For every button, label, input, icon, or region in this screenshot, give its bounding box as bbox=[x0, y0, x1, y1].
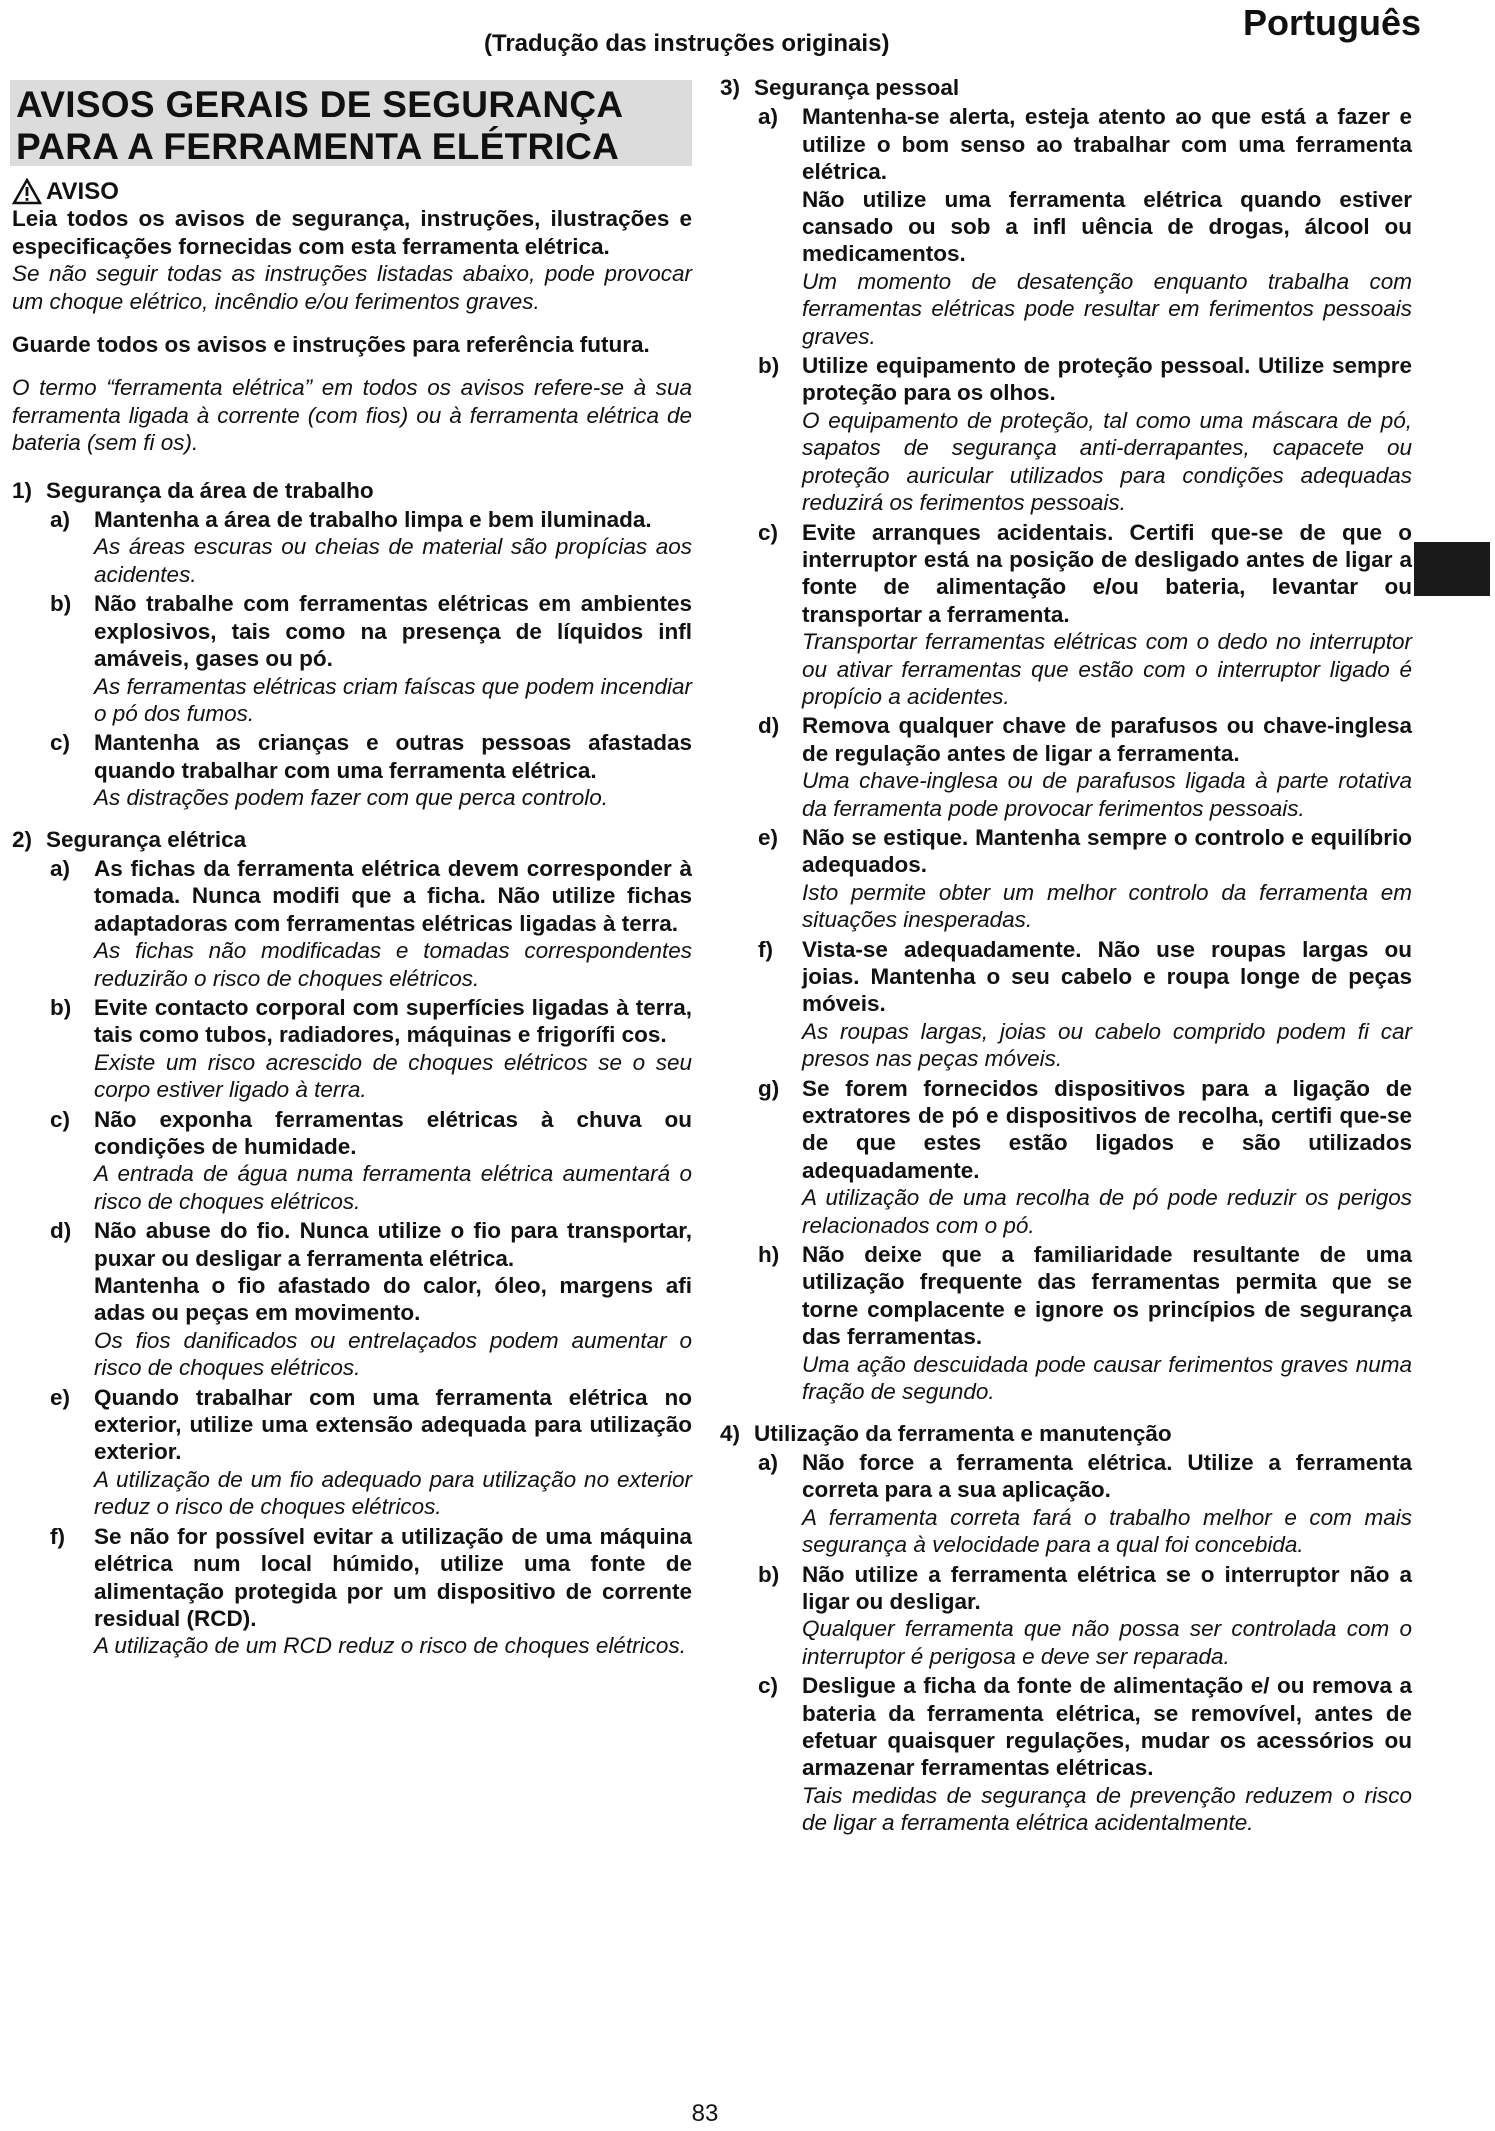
section-title: Segurança elétrica bbox=[46, 826, 247, 852]
item-label: a) bbox=[50, 855, 71, 881]
item-text: Vista-se adequadamente. Não use roupas largas ou joias. Mantenha o seu cabelo e roupa longe de peças móveis. bbox=[802, 936, 1412, 1017]
item-text: Remova qualquer chave de parafusos ou chave-inglesa de regulação antes de ligar a ferramenta. bbox=[802, 713, 1412, 766]
item-text: Não exponha ferramentas elétricas à chuva ou condições de humidade. bbox=[94, 1106, 692, 1159]
item-text-extra: Não utilize uma ferramenta elétrica quando estiver cansado ou sob a infl uência de drogas, álcool ou medicamentos. bbox=[802, 186, 1412, 267]
item-text: Evite contacto corporal com superfícies ligadas à terra, tais como tubos, radiadores, máquinas e frigorífi cos. bbox=[94, 994, 692, 1048]
list-item bbox=[12, 1523, 692, 1633]
item-note: A entrada de água numa ferramenta elétrica aumentará o risco de choques elétricos. bbox=[94, 1161, 692, 1214]
item-note: As roupas largas, joias ou cabelo comprido podem fi car presos nas peças móveis. bbox=[802, 1018, 1412, 1072]
main-title-line-2: PARA A FERRAMENTA ELÉTRICA bbox=[16, 126, 620, 167]
list-item bbox=[12, 1384, 692, 1466]
main-title-line-1: AVISOS GERAIS DE SEGURANÇA bbox=[16, 84, 624, 125]
item-note: A utilização de um fio adequado para utilização no exterior reduz o risco de choques elétricos. bbox=[94, 1466, 692, 1520]
left-column bbox=[12, 178, 692, 1660]
section-number: 4) bbox=[720, 1420, 741, 1446]
item-note: As distrações podem fazer com que perca controlo. bbox=[94, 785, 609, 811]
section-number: 2) bbox=[12, 826, 33, 852]
item-label: c) bbox=[758, 1673, 779, 1699]
item-text: Se forem fornecidos dispositivos para a ligação de extratores de pó e dispositivos de recolha, certifi que-se de que estes estão ligados e são utilizados adequadamente. bbox=[802, 1075, 1412, 1183]
main-title bbox=[10, 80, 692, 166]
item-note: Os fios danificados ou entrelaçados podem aumentar o risco de choques elétricos. bbox=[94, 1327, 692, 1381]
section-heading bbox=[12, 826, 692, 853]
item-note: A ferramenta correta fará o trabalho melhor e com mais segurança à velocidade para a qual foi concebida. bbox=[802, 1504, 1412, 1558]
warning-keep: Guarde todos os avisos e instruções para referência futura. bbox=[12, 332, 650, 358]
list-item bbox=[720, 1075, 1412, 1185]
section-title: Utilização da ferramenta e manutenção bbox=[754, 1420, 1172, 1446]
list-item bbox=[12, 506, 692, 533]
item-label: f) bbox=[50, 1523, 65, 1549]
item-text: Não se estique. Mantenha sempre o controlo e equilíbrio adequados. bbox=[802, 824, 1412, 878]
list-item bbox=[720, 936, 1412, 1018]
section-number: 1) bbox=[12, 477, 33, 503]
item-text: Utilize equipamento de proteção pessoal. Utilize sempre proteção para os olhos. bbox=[802, 353, 1412, 406]
language-label: Português bbox=[1242, 2, 1421, 43]
warning-read-all: Leia todos os avisos de segurança, instruções, ilustrações e especificações fornecidas com esta ferramenta elétrica. bbox=[12, 206, 692, 259]
list-item bbox=[720, 824, 1412, 879]
item-note: As fichas não modificadas e tomadas correspondentes reduzirão o risco de choques elétricos. bbox=[94, 938, 692, 991]
list-item bbox=[720, 1241, 1412, 1351]
item-label: c) bbox=[50, 1106, 71, 1132]
list-item bbox=[12, 994, 692, 1049]
list-item bbox=[12, 729, 692, 784]
item-note: Existe um risco acrescido de choques elétricos se o seu corpo estiver ligado à terra. bbox=[94, 1049, 692, 1103]
warning-consequence: Se não seguir todas as instruções listadas abaixo, pode provocar um choque elétrico, incêndio e/ou ferimentos graves. bbox=[12, 261, 692, 314]
item-label: a) bbox=[758, 104, 779, 130]
item-text: Não force a ferramenta elétrica. Utilize a ferramenta correta para a sua aplicação. bbox=[802, 1449, 1412, 1503]
item-note: Um momento de desatenção enquanto trabalha com ferramentas elétricas pode resultar em ferimentos pessoais graves. bbox=[802, 268, 1412, 349]
list-item bbox=[720, 1672, 1412, 1782]
section-heading bbox=[720, 74, 1412, 101]
item-label: d) bbox=[50, 1218, 72, 1244]
section-number: 3) bbox=[720, 75, 741, 100]
item-text: Mantenha as crianças e outras pessoas afastadas quando trabalhar com uma ferramenta elétrica. bbox=[94, 730, 692, 783]
warning-label: AVISO bbox=[46, 178, 119, 205]
item-text: Não utilize a ferramenta elétrica se o interruptor não a ligar ou desligar. bbox=[802, 1561, 1412, 1614]
list-item bbox=[720, 1449, 1412, 1504]
item-text: Evite arranques acidentais. Certifi que-se de que o interruptor está na posição de desligado antes de ligar a fonte de alimentação e/ou bateria, levantar ou transportar a ferramenta. bbox=[802, 519, 1412, 627]
item-label: a) bbox=[758, 1449, 779, 1475]
item-label: h) bbox=[758, 1242, 780, 1268]
page-number: 83 bbox=[691, 2100, 719, 2127]
item-label: g) bbox=[758, 1075, 780, 1101]
translation-note: (Tradução das instruções originais) bbox=[484, 30, 890, 57]
warning-heading bbox=[12, 178, 692, 205]
item-label: e) bbox=[50, 1384, 71, 1410]
section-heading bbox=[720, 1420, 1412, 1447]
list-item bbox=[720, 712, 1412, 767]
item-label: b) bbox=[50, 591, 72, 617]
list-item bbox=[12, 1217, 692, 1327]
list-item bbox=[720, 352, 1412, 407]
item-text: Não trabalhe com ferramentas elétricas em ambientes explosivos, tais como na presença de líquidos infl amáveis, gases ou pó. bbox=[94, 591, 692, 672]
right-column bbox=[720, 70, 1412, 1837]
item-note: Uma chave-inglesa ou de parafusos ligada à parte rotativa da ferramenta pode provocar ferimentos pessoais. bbox=[802, 768, 1412, 821]
item-label: f) bbox=[758, 936, 773, 962]
item-label: c) bbox=[758, 519, 779, 545]
item-label: e) bbox=[758, 824, 779, 850]
item-note: Tais medidas de segurança de prevenção reduzem o risco de ligar a ferramenta elétrica acidentalmente. bbox=[802, 1782, 1412, 1836]
item-text: Quando trabalhar com uma ferramenta elétrica no exterior, utilize uma extensão adequada para utilização exterior. bbox=[94, 1384, 692, 1465]
item-text: Não abuse do fio. Nunca utilize o fio para transportar, puxar ou desligar a ferramenta elétrica. bbox=[94, 1218, 692, 1271]
item-note: As áreas escuras ou cheias de material são propícias aos acidentes. bbox=[94, 534, 692, 587]
item-label: b) bbox=[758, 353, 780, 379]
item-label: b) bbox=[758, 1561, 780, 1587]
item-note: A utilização de uma recolha de pó pode reduzir os perigos relacionados com o pó. bbox=[802, 1185, 1412, 1238]
section-title: Segurança da área de trabalho bbox=[46, 477, 374, 503]
item-note: Transportar ferramentas elétricas com o dedo no interruptor ou ativar ferramentas que estão com o interruptor ligado é propício a acidentes. bbox=[802, 629, 1412, 709]
list-item bbox=[720, 103, 1412, 267]
item-label: d) bbox=[758, 713, 780, 739]
list-item bbox=[12, 1106, 692, 1161]
item-text: As fichas da ferramenta elétrica devem corresponder à tomada. Nunca modifi que a ficha. Não utilize fichas adaptadoras com ferramentas elétricas ligadas à terra. bbox=[94, 855, 692, 936]
item-note: Isto permite obter um melhor controlo da ferramenta em situações inesperadas. bbox=[802, 879, 1412, 933]
item-text: Se não for possível evitar a utilização de uma máquina elétrica num local húmido, utilize uma fonte de alimentação protegida por um dispositivo de corrente residual (RCD). bbox=[94, 1523, 692, 1631]
item-label: a) bbox=[50, 507, 71, 533]
item-note: A utilização de um RCD reduz o risco de choques elétricos. bbox=[94, 1633, 686, 1659]
list-item bbox=[720, 519, 1412, 629]
list-item bbox=[12, 590, 692, 672]
item-text: Desligue a ficha da fonte de alimentação e/ ou remova a bateria da ferramenta elétrica, se removível, antes de efetuar quaisquer regulações, mudar os acessórios ou armazenar ferramentas elétricas. bbox=[802, 1673, 1412, 1781]
list-item bbox=[720, 1561, 1412, 1616]
item-note: O equipamento de proteção, tal como uma máscara de pó, sapatos de segurança anti-derrapantes, capacete ou proteção auricular utilizados para condições adequadas reduzirá os ferimentos pessoais. bbox=[802, 407, 1412, 516]
warning-triangle-icon bbox=[12, 178, 42, 205]
section-heading bbox=[12, 477, 692, 504]
item-text-extra: Mantenha o fio afastado do calor, óleo, margens afi adas ou peças em movimento. bbox=[94, 1273, 692, 1326]
section-tab-marker bbox=[1414, 542, 1490, 596]
item-note: Qualquer ferramenta que não possa ser controlada com o interruptor é perigosa e deve ser reparada. bbox=[802, 1616, 1412, 1669]
item-text: Mantenha-se alerta, esteja atento ao que está a fazer e utilize o bom senso ao trabalhar com uma ferramenta elétrica. bbox=[802, 104, 1412, 185]
item-note: Uma ação descuidada pode causar ferimentos graves numa fração de segundo. bbox=[802, 1351, 1412, 1405]
item-note: As ferramentas elétricas criam faíscas que podem incendiar o pó dos fumos. bbox=[94, 673, 692, 726]
item-label: c) bbox=[50, 730, 71, 756]
list-item bbox=[12, 855, 692, 937]
item-text: Não deixe que a familiaridade resultante de uma utilização frequente das ferramentas permita que se torne complacente e ignore os princípios de segurança das ferramentas. bbox=[802, 1242, 1412, 1350]
item-label: b) bbox=[50, 994, 72, 1020]
item-text: Mantenha a área de trabalho limpa e bem iluminada. bbox=[94, 507, 652, 533]
warning-term: O termo “ferramenta elétrica” em todos os avisos refere-se à sua ferramenta ligada à corrente (com fios) ou à ferramenta elétrica de bateria (sem fi os). bbox=[12, 375, 692, 456]
section-title: Segurança pessoal bbox=[754, 75, 960, 100]
